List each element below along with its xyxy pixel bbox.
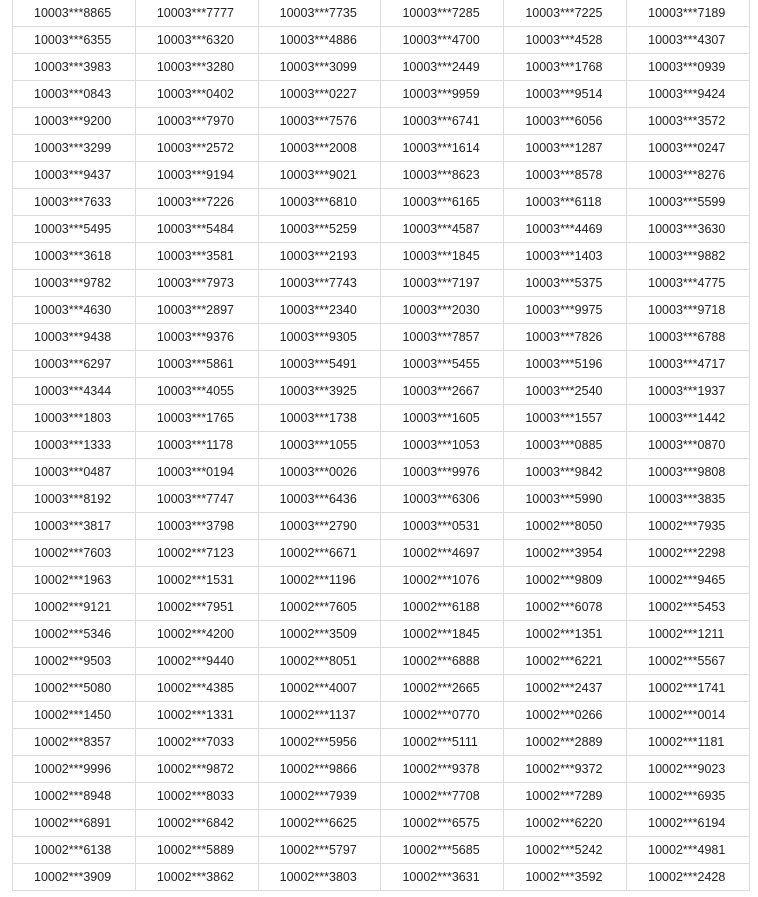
table-cell[interactable]: 10003***4344 xyxy=(13,378,136,405)
table-row xyxy=(13,567,750,594)
table-cell[interactable]: 10003***1403 xyxy=(504,243,627,270)
table-cell[interactable]: 10002***7951 xyxy=(135,594,258,621)
table-cell[interactable]: 10002***7935 xyxy=(627,513,750,540)
table-cell[interactable]: 10003***9975 xyxy=(504,297,627,324)
table-row xyxy=(13,324,750,351)
table-cell[interactable]: 10003***8192 xyxy=(13,486,136,513)
table-cell[interactable]: 10002***3862 xyxy=(135,864,258,891)
table-cell[interactable]: 10003***9305 xyxy=(258,324,381,351)
table-cell[interactable]: 10003***8276 xyxy=(627,162,750,189)
table-cell[interactable]: 10002***1331 xyxy=(135,702,258,729)
table-cell[interactable]: 10002***1450 xyxy=(13,702,136,729)
table-cell[interactable]: 10003***3280 xyxy=(135,54,258,81)
table-cell[interactable]: 10003***0885 xyxy=(504,432,627,459)
table-cell[interactable]: 10003***8623 xyxy=(381,162,504,189)
table-cell[interactable]: 10002***7939 xyxy=(258,783,381,810)
table-cell[interactable]: 10003***1803 xyxy=(13,405,136,432)
table-cell[interactable]: 10003***8578 xyxy=(504,162,627,189)
table-cell[interactable]: 10003***7225 xyxy=(504,0,627,27)
table-cell[interactable]: 10002***7603 xyxy=(13,540,136,567)
table-cell[interactable]: 10003***2193 xyxy=(258,243,381,270)
table-cell[interactable]: 10003***0402 xyxy=(135,81,258,108)
table-cell[interactable]: 10003***4055 xyxy=(135,378,258,405)
table-cell[interactable]: 10003***9194 xyxy=(135,162,258,189)
table-cell[interactable]: 10003***2897 xyxy=(135,297,258,324)
number-table xyxy=(12,0,750,891)
table-cell[interactable]: 10003***6165 xyxy=(381,189,504,216)
table-cell[interactable]: 10002***8033 xyxy=(135,783,258,810)
table-cell[interactable]: 10003***9438 xyxy=(13,324,136,351)
table-cell[interactable]: 10003***7576 xyxy=(258,108,381,135)
table-cell[interactable]: 10003***1845 xyxy=(381,243,504,270)
table-cell[interactable]: 10002***4200 xyxy=(135,621,258,648)
table-cell[interactable]: 10003***3798 xyxy=(135,513,258,540)
table-row xyxy=(13,243,750,270)
table-row xyxy=(13,702,750,729)
table-cell[interactable]: 10003***1765 xyxy=(135,405,258,432)
table-cell[interactable]: 10003***6297 xyxy=(13,351,136,378)
table-row xyxy=(13,27,750,54)
table-cell[interactable]: 10003***0247 xyxy=(627,135,750,162)
table-row xyxy=(13,270,750,297)
table-row xyxy=(13,783,750,810)
table-cell[interactable]: 10003***5990 xyxy=(504,486,627,513)
table-cell[interactable]: 10003***7189 xyxy=(627,0,750,27)
table-cell[interactable]: 10002***1181 xyxy=(627,729,750,756)
table-cell[interactable]: 10003***5455 xyxy=(381,351,504,378)
table-row xyxy=(13,864,750,891)
table-cell[interactable]: 10002***1741 xyxy=(627,675,750,702)
table-cell[interactable]: 10002***3592 xyxy=(504,864,627,891)
table-cell[interactable]: 10002***2298 xyxy=(627,540,750,567)
table-cell[interactable]: 10003***9376 xyxy=(135,324,258,351)
table-row xyxy=(13,513,750,540)
table-cell[interactable]: 10003***3299 xyxy=(13,135,136,162)
table-cell[interactable]: 10002***2889 xyxy=(504,729,627,756)
table-cell[interactable]: 10003***7743 xyxy=(258,270,381,297)
table-cell[interactable]: 10002***3803 xyxy=(258,864,381,891)
table-cell[interactable]: 10003***9808 xyxy=(627,459,750,486)
table-cell[interactable]: 10002***5242 xyxy=(504,837,627,864)
table-cell[interactable]: 10003***9976 xyxy=(381,459,504,486)
table-row xyxy=(13,621,750,648)
table-cell[interactable]: 10003***5861 xyxy=(135,351,258,378)
table-cell[interactable]: 10002***1076 xyxy=(381,567,504,594)
table-cell[interactable]: 10003***3925 xyxy=(258,378,381,405)
table-cell[interactable]: 10002***6575 xyxy=(381,810,504,837)
table-cell[interactable]: 10003***2540 xyxy=(504,378,627,405)
table-cell[interactable]: 10003***1738 xyxy=(258,405,381,432)
table-cell[interactable]: 10003***5599 xyxy=(627,189,750,216)
table-cell[interactable]: 10003***9200 xyxy=(13,108,136,135)
table-row xyxy=(13,729,750,756)
table-cell[interactable]: 10003***6355 xyxy=(13,27,136,54)
table-row xyxy=(13,594,750,621)
table-cell[interactable]: 10003***3581 xyxy=(135,243,258,270)
table-cell[interactable]: 10003***9514 xyxy=(504,81,627,108)
table-cell[interactable]: 10002***6625 xyxy=(258,810,381,837)
table-cell[interactable]: 10003***3099 xyxy=(258,54,381,81)
table-cell[interactable]: 10003***4469 xyxy=(504,216,627,243)
table-cell[interactable]: 10003***4630 xyxy=(13,297,136,324)
table-cell[interactable]: 10002***9440 xyxy=(135,648,258,675)
table-cell[interactable]: 10003***5491 xyxy=(258,351,381,378)
table-cell[interactable]: 10002***6078 xyxy=(504,594,627,621)
table-cell[interactable]: 10003***0026 xyxy=(258,459,381,486)
table-cell[interactable]: 10003***5484 xyxy=(135,216,258,243)
table-cell[interactable]: 10003***1055 xyxy=(258,432,381,459)
table-cell[interactable]: 10003***2030 xyxy=(381,297,504,324)
table-cell[interactable]: 10003***2572 xyxy=(135,135,258,162)
table-cell[interactable]: 10003***8865 xyxy=(13,0,136,27)
table-cell[interactable]: 10002***3954 xyxy=(504,540,627,567)
table-cell[interactable]: 10003***7633 xyxy=(13,189,136,216)
table-row xyxy=(13,0,750,27)
table-cell[interactable]: 10003***9882 xyxy=(627,243,750,270)
table-cell[interactable]: 10002***2665 xyxy=(381,675,504,702)
table-cell[interactable]: 10003***4717 xyxy=(627,351,750,378)
table-cell[interactable]: 10003***1053 xyxy=(381,432,504,459)
table-row xyxy=(13,486,750,513)
table-cell[interactable]: 10003***7973 xyxy=(135,270,258,297)
table-cell[interactable]: 10002***6842 xyxy=(135,810,258,837)
table-cell[interactable]: 10003***7970 xyxy=(135,108,258,135)
table-cell[interactable]: 10003***6306 xyxy=(381,486,504,513)
table-cell[interactable]: 10003***1605 xyxy=(381,405,504,432)
table-cell[interactable]: 10002***9996 xyxy=(13,756,136,783)
table-cell[interactable]: 10002***2428 xyxy=(627,864,750,891)
table-cell[interactable]: 10002***7605 xyxy=(258,594,381,621)
table-row xyxy=(13,297,750,324)
table-cell[interactable]: 10003***6436 xyxy=(258,486,381,513)
table-cell[interactable]: 10003***1557 xyxy=(504,405,627,432)
table-cell[interactable]: 10003***5259 xyxy=(258,216,381,243)
table-cell[interactable]: 10003***1178 xyxy=(135,432,258,459)
table-cell[interactable]: 10002***0014 xyxy=(627,702,750,729)
table-cell[interactable]: 10003***2667 xyxy=(381,378,504,405)
table-cell[interactable]: 10003***2340 xyxy=(258,297,381,324)
table-cell[interactable]: 10002***6888 xyxy=(381,648,504,675)
table-row xyxy=(13,81,750,108)
table-row xyxy=(13,135,750,162)
table-cell[interactable]: 10003***1333 xyxy=(13,432,136,459)
table-cell[interactable]: 10003***4587 xyxy=(381,216,504,243)
table-cell[interactable]: 10002***8357 xyxy=(13,729,136,756)
table-cell[interactable]: 10002***1845 xyxy=(381,621,504,648)
table-cell[interactable]: 10003***0487 xyxy=(13,459,136,486)
table-cell[interactable]: 10002***8050 xyxy=(504,513,627,540)
table-cell[interactable]: 10003***7285 xyxy=(381,0,504,27)
table-row xyxy=(13,189,750,216)
table-cell[interactable]: 10003***5196 xyxy=(504,351,627,378)
table-cell[interactable]: 10002***5567 xyxy=(627,648,750,675)
table-cell[interactable]: 10002***3631 xyxy=(381,864,504,891)
table-cell[interactable]: 10002***6671 xyxy=(258,540,381,567)
table-cell[interactable]: 10002***9809 xyxy=(504,567,627,594)
table-cell[interactable]: 10002***5111 xyxy=(381,729,504,756)
table-cell[interactable]: 10003***7735 xyxy=(258,0,381,27)
table-cell[interactable]: 10002***7289 xyxy=(504,783,627,810)
table-cell[interactable]: 10002***9465 xyxy=(627,567,750,594)
table-cell[interactable]: 10003***0227 xyxy=(258,81,381,108)
table-row xyxy=(13,405,750,432)
table-cell[interactable]: 10002***4981 xyxy=(627,837,750,864)
table-row xyxy=(13,108,750,135)
table-cell[interactable]: 10003***9437 xyxy=(13,162,136,189)
table-cell[interactable]: 10003***1287 xyxy=(504,135,627,162)
table-cell[interactable]: 10002***5956 xyxy=(258,729,381,756)
table-cell[interactable]: 10003***4528 xyxy=(504,27,627,54)
table-cell[interactable]: 10002***8051 xyxy=(258,648,381,675)
table-cell[interactable]: 10002***0770 xyxy=(381,702,504,729)
table-cell[interactable]: 10003***6788 xyxy=(627,324,750,351)
table-cell[interactable]: 10003***9718 xyxy=(627,297,750,324)
table-row xyxy=(13,378,750,405)
table-cell[interactable]: 10002***9372 xyxy=(504,756,627,783)
table-cell[interactable]: 10003***1442 xyxy=(627,405,750,432)
table-cell[interactable]: 10003***3817 xyxy=(13,513,136,540)
table-cell[interactable]: 10003***6741 xyxy=(381,108,504,135)
table-cell[interactable]: 10003***2790 xyxy=(258,513,381,540)
table-cell[interactable]: 10002***3509 xyxy=(258,621,381,648)
table-row xyxy=(13,54,750,81)
table-cell[interactable]: 10002***1531 xyxy=(135,567,258,594)
table-row xyxy=(13,432,750,459)
table-cell[interactable]: 10003***7826 xyxy=(504,324,627,351)
table-cell[interactable]: 10003***0843 xyxy=(13,81,136,108)
table-cell[interactable]: 10003***1768 xyxy=(504,54,627,81)
table-cell[interactable]: 10002***5080 xyxy=(13,675,136,702)
table-cell[interactable]: 10003***7197 xyxy=(381,270,504,297)
table-cell[interactable]: 10002***6188 xyxy=(381,594,504,621)
table-cell[interactable]: 10003***0194 xyxy=(135,459,258,486)
table-cell[interactable]: 10002***9378 xyxy=(381,756,504,783)
table-cell[interactable]: 10003***3572 xyxy=(627,108,750,135)
table-cell[interactable]: 10002***6220 xyxy=(504,810,627,837)
table-cell[interactable]: 10002***5797 xyxy=(258,837,381,864)
table-cell[interactable]: 10002***0266 xyxy=(504,702,627,729)
table-cell[interactable]: 10003***3983 xyxy=(13,54,136,81)
table-cell[interactable]: 10002***9023 xyxy=(627,756,750,783)
table-cell[interactable]: 10002***2437 xyxy=(504,675,627,702)
table-cell[interactable]: 10002***6221 xyxy=(504,648,627,675)
table-cell[interactable]: 10003***7747 xyxy=(135,486,258,513)
table-cell[interactable]: 10003***5495 xyxy=(13,216,136,243)
table-cell[interactable]: 10003***6056 xyxy=(504,108,627,135)
table-cell[interactable]: 10003***9424 xyxy=(627,81,750,108)
table-cell[interactable]: 10003***3630 xyxy=(627,216,750,243)
table-cell[interactable]: 10003***6118 xyxy=(504,189,627,216)
table-cell[interactable]: 10002***1211 xyxy=(627,621,750,648)
table-row xyxy=(13,648,750,675)
table-cell[interactable]: 10002***9872 xyxy=(135,756,258,783)
table-row xyxy=(13,837,750,864)
table-cell[interactable]: 10003***5375 xyxy=(504,270,627,297)
table-row xyxy=(13,459,750,486)
table-cell[interactable]: 10002***9121 xyxy=(13,594,136,621)
table-row xyxy=(13,810,750,837)
table-cell[interactable]: 10003***4775 xyxy=(627,270,750,297)
table-row xyxy=(13,162,750,189)
table-cell[interactable]: 10002***3909 xyxy=(13,864,136,891)
table-cell[interactable]: 10002***7033 xyxy=(135,729,258,756)
table-cell[interactable]: 10003***6810 xyxy=(258,189,381,216)
table-cell[interactable]: 10003***7226 xyxy=(135,189,258,216)
table-cell[interactable]: 10002***1351 xyxy=(504,621,627,648)
table-cell[interactable]: 10002***6891 xyxy=(13,810,136,837)
table-cell[interactable]: 10003***4307 xyxy=(627,27,750,54)
table-row xyxy=(13,351,750,378)
table-cell[interactable]: 10003***2008 xyxy=(258,135,381,162)
table-cell[interactable]: 10002***6194 xyxy=(627,810,750,837)
table-cell[interactable]: 10002***5346 xyxy=(13,621,136,648)
table-cell[interactable]: 10003***3835 xyxy=(627,486,750,513)
table-cell[interactable]: 10002***5889 xyxy=(135,837,258,864)
number-table-sheet xyxy=(12,0,750,891)
table-cell[interactable]: 10002***9503 xyxy=(13,648,136,675)
table-cell[interactable]: 10003***7857 xyxy=(381,324,504,351)
table-row xyxy=(13,675,750,702)
table-cell[interactable]: 10003***3618 xyxy=(13,243,136,270)
table-cell[interactable]: 10002***7708 xyxy=(381,783,504,810)
table-cell[interactable]: 10002***6935 xyxy=(627,783,750,810)
table-cell[interactable]: 10002***4697 xyxy=(381,540,504,567)
table-cell[interactable]: 10003***1937 xyxy=(627,378,750,405)
table-cell[interactable]: 10002***4385 xyxy=(135,675,258,702)
table-cell[interactable]: 10002***1137 xyxy=(258,702,381,729)
table-cell[interactable]: 10002***9866 xyxy=(258,756,381,783)
number-table-body xyxy=(13,0,750,891)
table-cell[interactable]: 10003***4886 xyxy=(258,27,381,54)
table-cell[interactable]: 10003***2449 xyxy=(381,54,504,81)
table-cell[interactable]: 10002***1196 xyxy=(258,567,381,594)
table-cell[interactable]: 10002***8948 xyxy=(13,783,136,810)
table-cell[interactable]: 10003***6320 xyxy=(135,27,258,54)
table-cell[interactable]: 10002***5453 xyxy=(627,594,750,621)
table-cell[interactable]: 10002***4007 xyxy=(258,675,381,702)
table-cell[interactable]: 10003***9959 xyxy=(381,81,504,108)
table-cell[interactable]: 10003***0870 xyxy=(627,432,750,459)
table-cell[interactable]: 10003***9782 xyxy=(13,270,136,297)
table-cell[interactable]: 10003***0531 xyxy=(381,513,504,540)
table-cell[interactable]: 10002***1963 xyxy=(13,567,136,594)
table-cell[interactable]: 10002***5685 xyxy=(381,837,504,864)
table-cell[interactable]: 10003***7777 xyxy=(135,0,258,27)
table-cell[interactable]: 10002***6138 xyxy=(13,837,136,864)
table-cell[interactable]: 10003***4700 xyxy=(381,27,504,54)
table-cell[interactable]: 10003***9842 xyxy=(504,459,627,486)
table-row xyxy=(13,216,750,243)
table-cell[interactable]: 10002***7123 xyxy=(135,540,258,567)
table-row xyxy=(13,756,750,783)
table-cell[interactable]: 10003***9021 xyxy=(258,162,381,189)
table-cell[interactable]: 10003***1614 xyxy=(381,135,504,162)
table-row xyxy=(13,540,750,567)
table-cell[interactable]: 10003***0939 xyxy=(627,54,750,81)
